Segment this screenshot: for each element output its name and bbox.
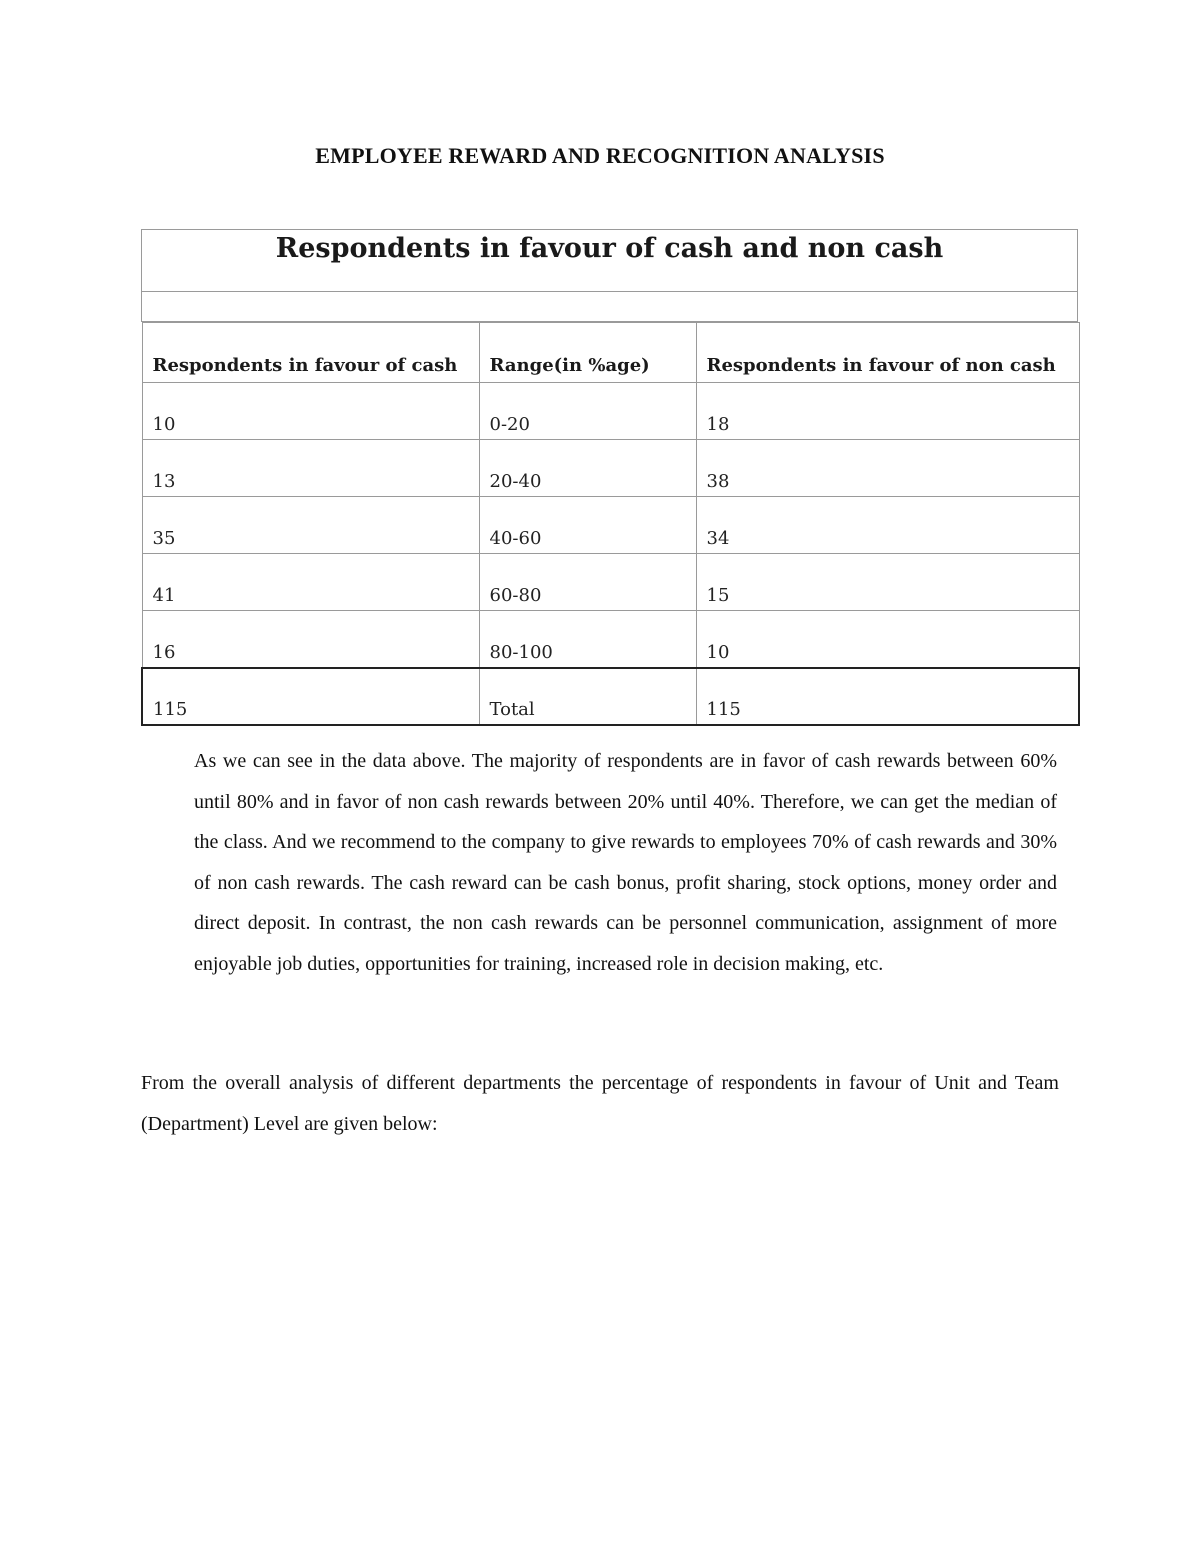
cell-cash: 41: [142, 554, 479, 611]
table-header-row: [142, 323, 1079, 383]
cell-range: 40-60: [479, 497, 696, 554]
table-total-row: [142, 668, 1079, 725]
header-cash: Respondents in favour of cash: [142, 323, 479, 383]
table-row: [142, 440, 1079, 497]
table-row: [142, 497, 1079, 554]
cell-range: 20-40: [479, 440, 696, 497]
respondents-table: [141, 322, 1080, 726]
cell-cash: 35: [142, 497, 479, 554]
table-row: [142, 383, 1079, 440]
total-cash: 115: [142, 668, 479, 725]
cell-non-cash: 15: [696, 554, 1079, 611]
respondents-table-block: [141, 229, 1078, 726]
cell-range: 80-100: [479, 611, 696, 668]
cell-non-cash: 18: [696, 383, 1079, 440]
cell-range: 60-80: [479, 554, 696, 611]
analysis-paragraph: As we can see in the data above. The majority of respondents are in favor of cash rewards between 60% until 80% and in favor of non cash rewards between 20% until 40%. Therefore, we can get the median of the class. And we recommend to the company to give rewards to employees 70% of cash rewards and 30% of non cash rewards. The cash reward can be cash bonus, profit sharing, stock options, money order and direct deposit. In contrast, the non cash rewards can be personnel communication, assignment of more enjoyable job duties, opportunities for training, increased role in decision making, etc.: [194, 750, 1057, 975]
cell-cash: 10: [142, 383, 479, 440]
cell-range: 0-20: [479, 383, 696, 440]
cell-cash: 16: [142, 611, 479, 668]
header-non-cash: Respondents in favour of non cash: [696, 323, 1079, 383]
cell-non-cash: 34: [696, 497, 1079, 554]
table-row: [142, 611, 1079, 668]
total-label: Total: [479, 668, 696, 725]
page-title: EMPLOYEE REWARD AND RECOGNITION ANALYSIS: [315, 143, 885, 168]
total-non-cash: 115: [696, 668, 1079, 725]
table-row: [142, 554, 1079, 611]
cell-non-cash: 10: [696, 611, 1079, 668]
table-caption: Respondents in favour of cash and non cash: [141, 229, 1078, 292]
cell-non-cash: 38: [696, 440, 1079, 497]
header-range: Range(in %age): [479, 323, 696, 383]
cell-cash: 13: [142, 440, 479, 497]
summary-paragraph: From the overall analysis of different departments the percentage of respondents in favour of Unit and Team (Department) Level are given below:: [141, 1072, 1059, 1135]
table-empty-row: [141, 292, 1078, 322]
